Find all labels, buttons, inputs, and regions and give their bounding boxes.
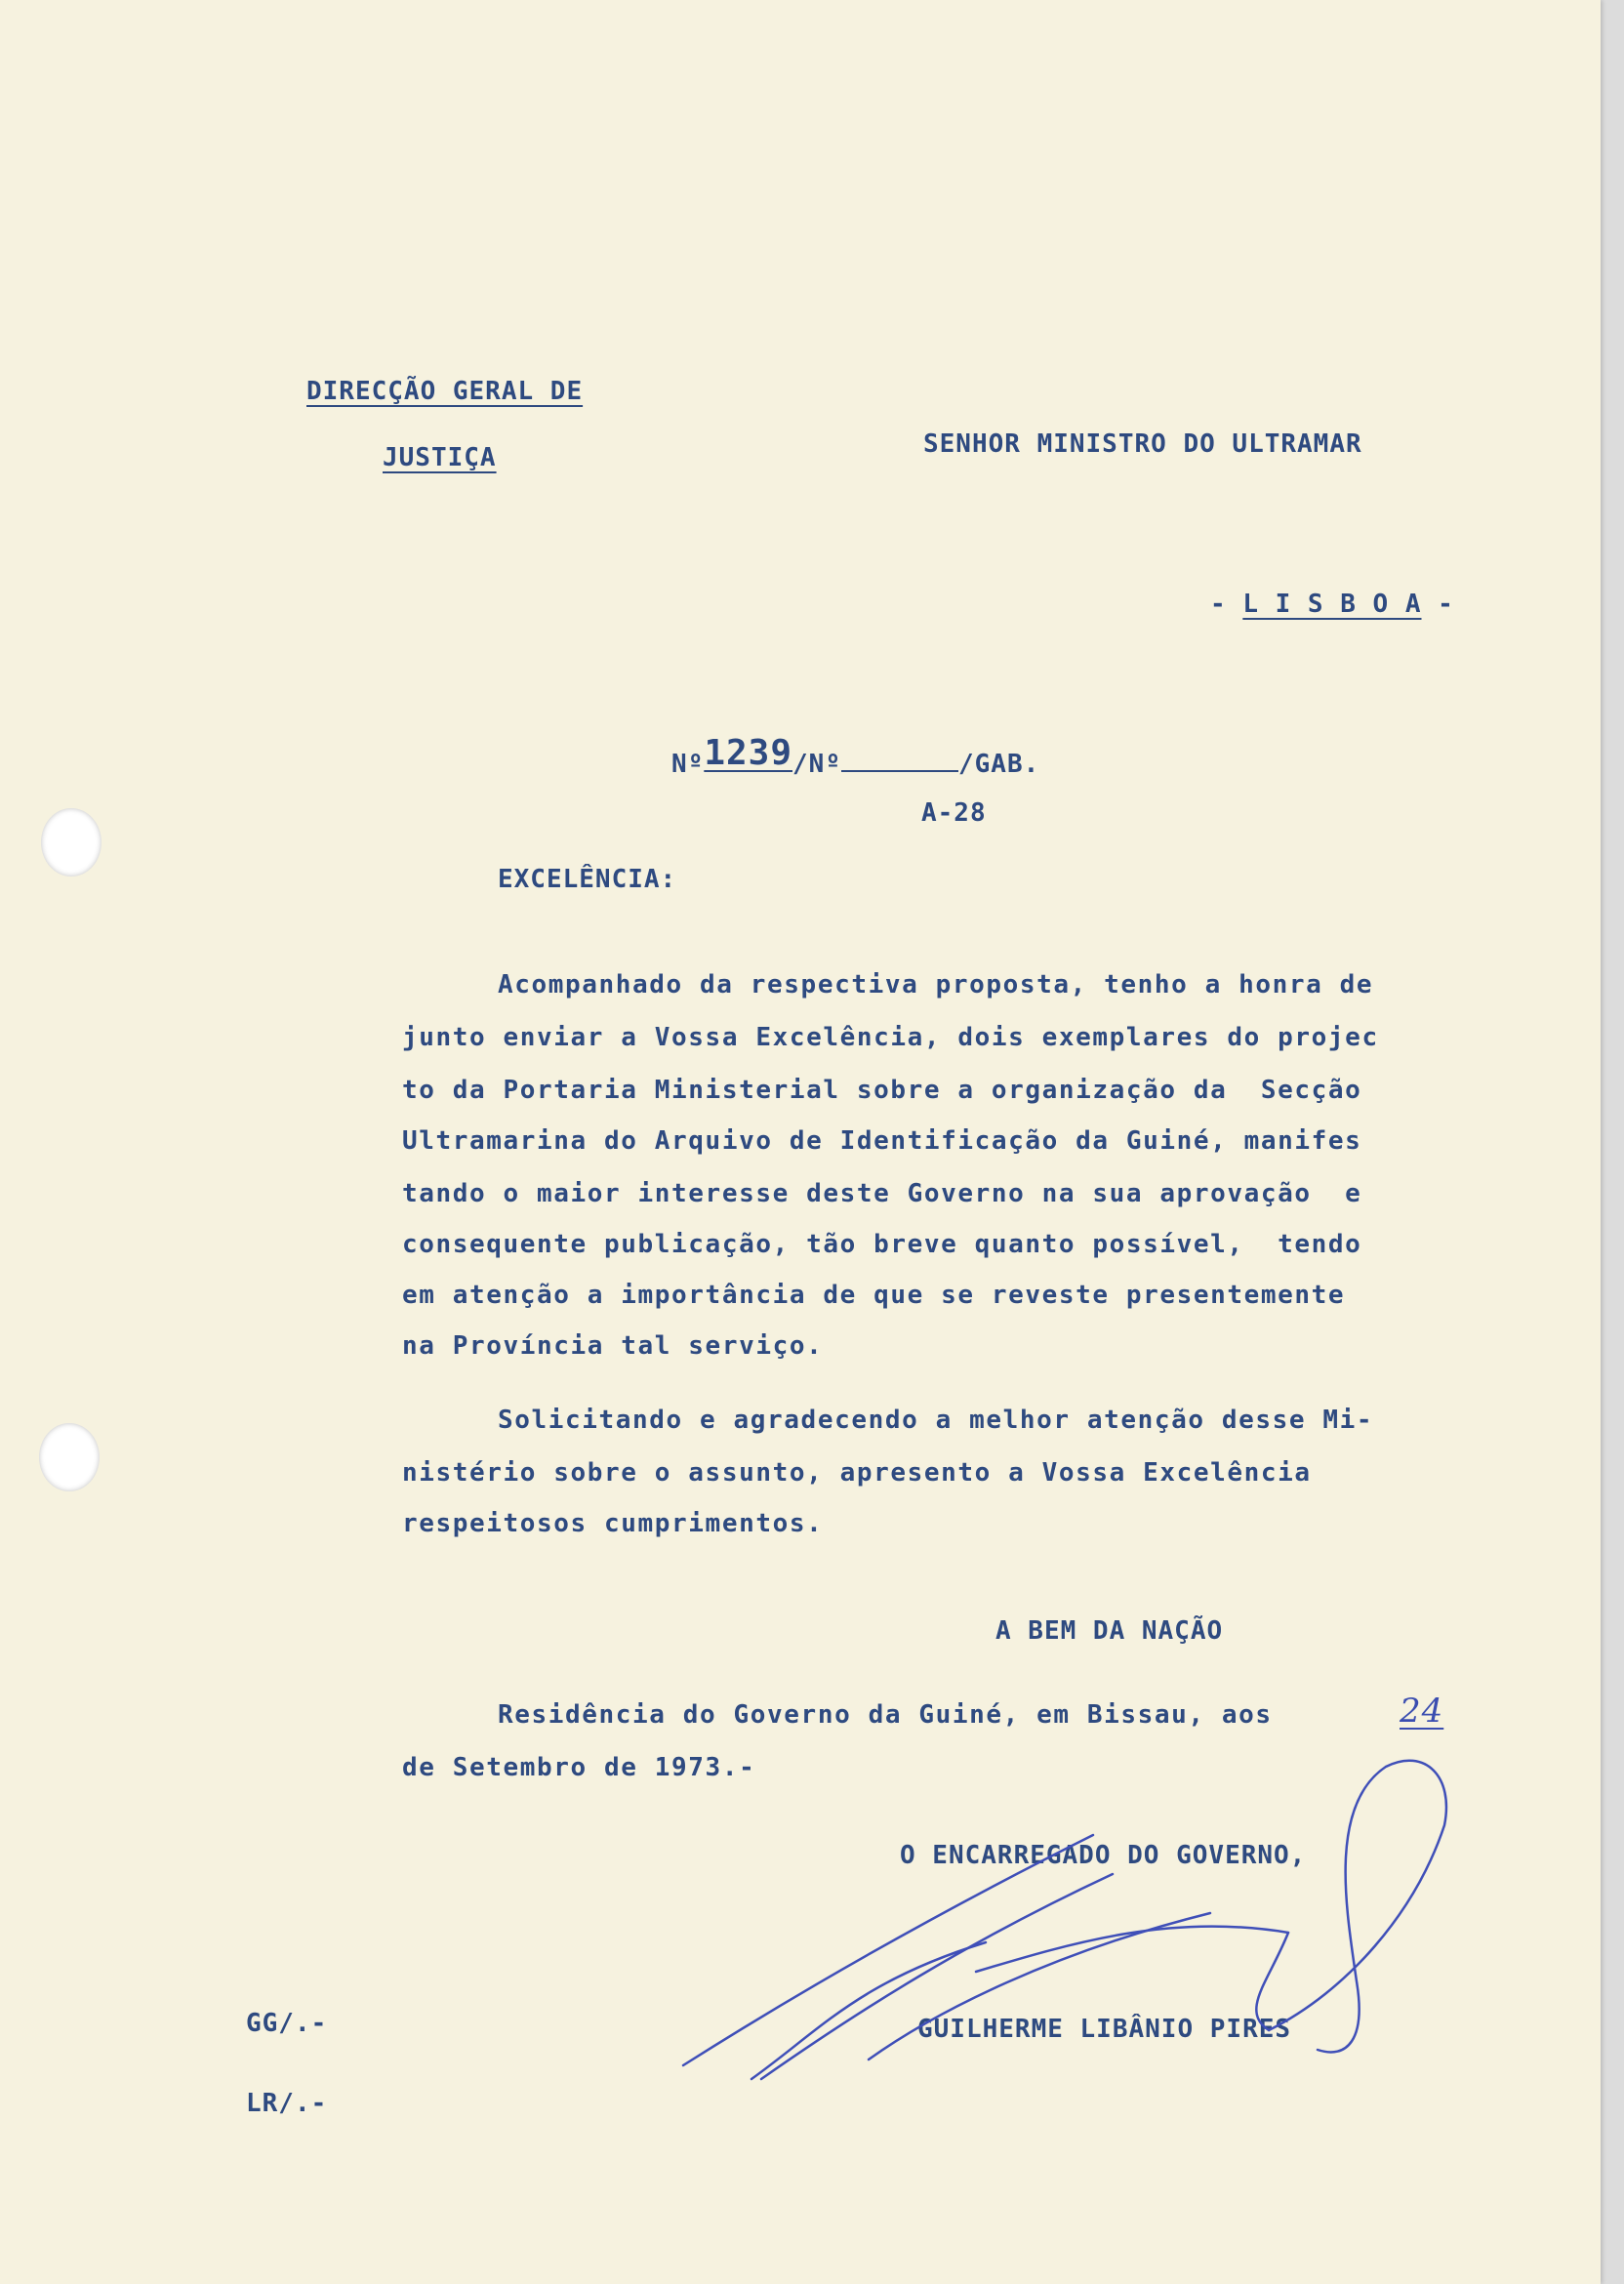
paragraph-line: na Província tal serviço. <box>402 1331 824 1361</box>
paragraph-line: respeitosos cumprimentos. <box>402 1509 824 1538</box>
paragraph-line: tando o maior interesse deste Governo na sua aprovação e <box>402 1179 1362 1208</box>
department-line-1: DIRECÇÃO GERAL DE <box>306 377 584 406</box>
signer-title: O ENCARREGADO DO GOVERNO, <box>900 1841 1307 1870</box>
paragraph-line: Solicitando e agradecendo a melhor atenção desse Mi- <box>498 1406 1374 1435</box>
reference-number: Nº1239/Nº /GAB. <box>671 733 1040 779</box>
recipient-city: - L I S B O A - <box>1210 590 1454 619</box>
typist-initials-1: GG/.- <box>246 2009 328 2038</box>
reference-number-value: 1239 <box>704 733 793 773</box>
city-name: L I S B O A <box>1242 590 1422 619</box>
typist-initials-2: LR/.- <box>246 2089 328 2118</box>
paragraph-line: Ultramarina do Arquivo de Identificação da Guiné, manifes <box>402 1126 1362 1156</box>
signer-name: GUILHERME LIBÂNIO PIRES <box>917 2015 1292 2044</box>
paragraph-line: Acompanhado da respectiva proposta, tenho a honra de <box>498 970 1374 999</box>
paragraph-line: em atenção a importância de que se reveste presentemente <box>402 1281 1346 1310</box>
paragraph-line: to da Portaria Ministerial sobre a organização da Secção <box>402 1076 1362 1105</box>
salutation: EXCELÊNCIA: <box>498 865 677 894</box>
paragraph-line: junto enviar a Vossa Excelência, dois exemplares do projec <box>402 1023 1379 1052</box>
paragraph-line: nistério sobre o assunto, apresento a Vossa Excelência <box>402 1458 1312 1488</box>
reference-code: A-28 <box>921 798 987 828</box>
date-day-handwritten: 24 <box>1400 1692 1444 1731</box>
closing-motto: A BEM DA NAÇÃO <box>995 1616 1224 1646</box>
paragraph-line: consequente publicação, tão breve quanto possível, tendo <box>402 1230 1362 1259</box>
recipient-title: SENHOR MINISTRO DO ULTRAMAR <box>923 429 1362 459</box>
date-line-1: Residência do Governo da Guiné, em Bissau, aos <box>498 1700 1273 1730</box>
date-line-2: de Setembro de 1973.- <box>402 1753 756 1782</box>
department-line-2: JUSTIÇA <box>383 443 497 472</box>
